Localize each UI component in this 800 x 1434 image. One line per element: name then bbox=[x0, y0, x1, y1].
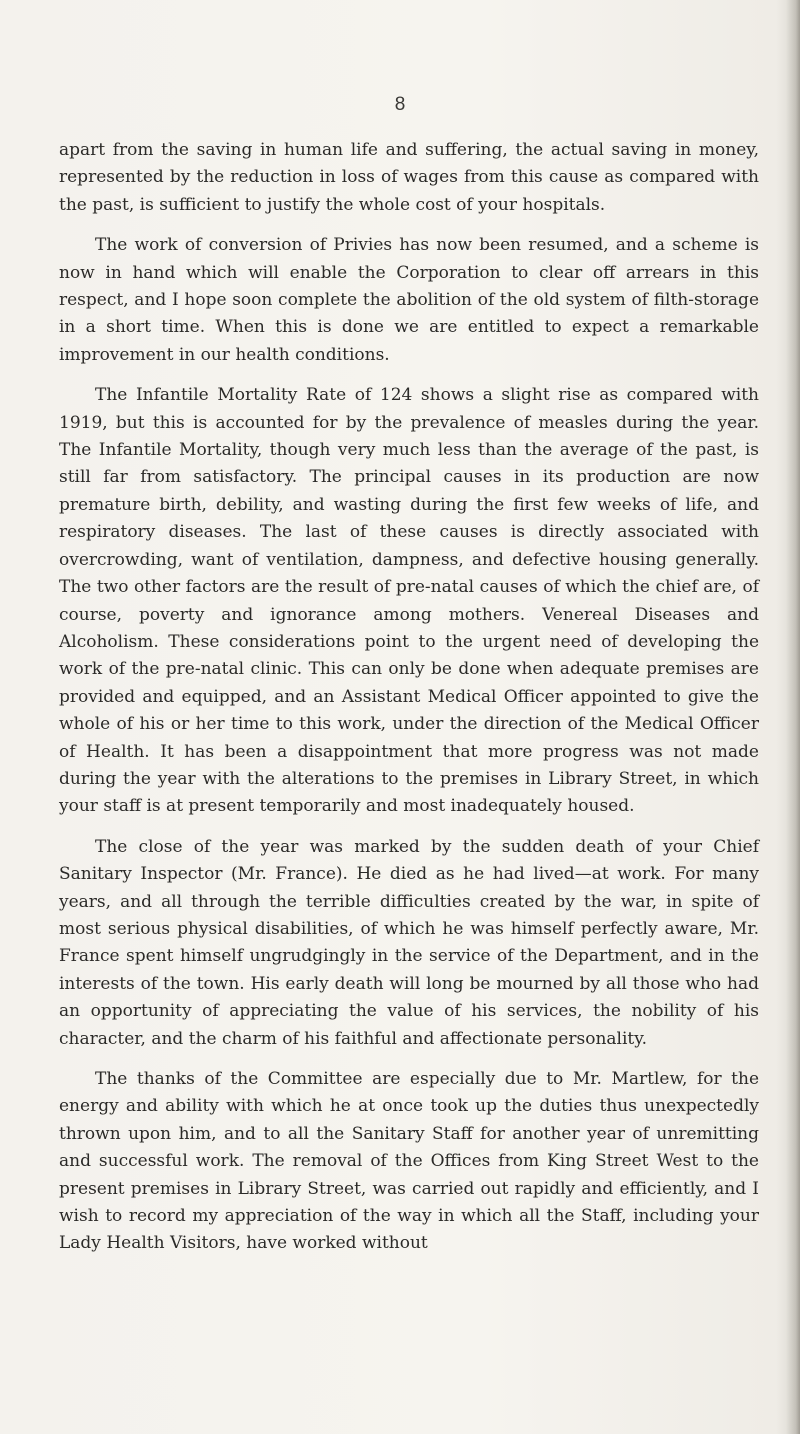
paragraph-inspector-death: The close of the year was marked by the sudden death of your Chief Sanitary Inspector (Mr. France). He died as he had lived—at work. For many years, and all through the terrible difficulties created by the war, in spite of most serious physical disabilities, of which he was himself perfectly aware, Mr. France spent himself ungrudgingly in the service of the Department, and in the interests of the town. His early death will long be mourned by all those who had an opportunity of appreciating the value of his services, the nobility of his character, and the charm of his faithful and affectionate personality. bbox=[59, 836, 759, 1049]
paragraph-infantile-mortality: The Infantile Mortality Rate of 124 shows a slight rise as compared with 1919, but this is accounted for by the prevalence of measles during the year. The Infantile Mortality, though very much less than the average of the past, is still far from satisfactory. The principal causes in its production are now premature birth, debility, and wasting during the first few weeks of life, and respiratory diseases. The last of these causes is directly associated with overcrowding, want of ventilation, dampness, and defective housing generally. The two other factors are the result of pre-natal causes of which the chief are, of course, poverty and ignorance among mothers. Venereal Diseases and Alcoholism. These considerations point to the urgent need of developing the work of the pre-natal clinic. This can only be done when adequate premises are provided and equipped, and an Assistant Medical Officer appointed to give the whole of his or her time to this work, under the direction of the Medical Officer of Health. It has been a disappointment that more progress was not made during the year with the alterations to the premises in Library Street, in which your staff is at present temporarily and most inadequately housed. bbox=[59, 385, 759, 817]
paragraph-staff-thanks: The thanks of the Committee are especially due to Mr. Martlew, for the energy and ability with which he at once took up the duties thus unexpectedly thrown upon him, and to all the Sanitary Staff for another year of unremitting and successful work. The removal of the Offices from King Street West to the present premises in Library Street, was carried out rapidly and efficiently, and I wish to record my appreciation of the way in which all the Staff, including your Lady Health Visitors, have worked without bbox=[59, 1069, 759, 1254]
paragraph-hospital-savings: apart from the saving in human life and suffering, the actual saving in money, represented by the reduction in loss of wages from this cause as compared with the past, is sufficient to justify the whole cost of your hospitals. bbox=[59, 140, 759, 215]
paragraph-privies-conversion: The work of conversion of Privies has now been resumed, and a scheme is now in hand which will enable the Corporation to clear off arrears in this respect, and I hope soon complete the abolition of the old system of filth-storage in a short time. When this is done we are entitled to expect a remarkable improvement in our health conditions. bbox=[59, 235, 759, 365]
body-text bbox=[59, 137, 759, 1271]
page-number: 8 bbox=[394, 94, 406, 115]
page-edge-shadow bbox=[786, 0, 800, 1434]
